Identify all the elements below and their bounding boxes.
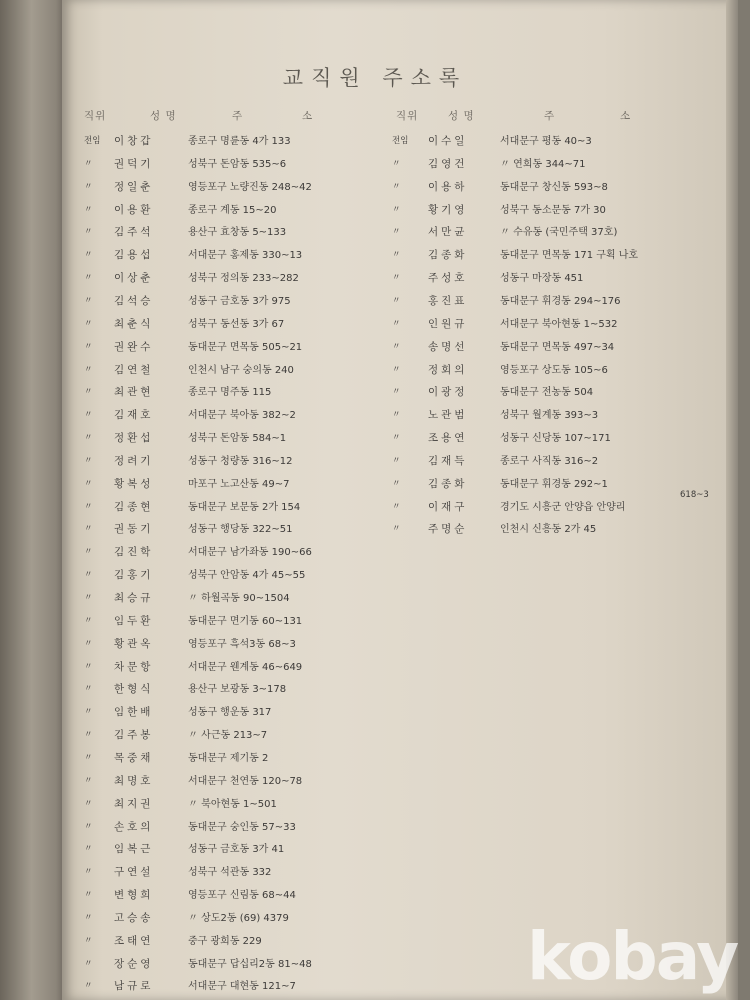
watermark-logo: kobay xyxy=(527,918,738,995)
position-cell: 〃 xyxy=(84,867,93,878)
name-cell: 고승송 xyxy=(114,911,154,924)
address-cell: 성동구 행운동 317 xyxy=(188,707,272,719)
list-item xyxy=(84,839,414,860)
name-cell: 이수일 xyxy=(428,135,468,147)
position-cell: 〃 xyxy=(84,158,93,169)
position-cell: 〃 xyxy=(392,341,401,352)
name-cell: 최관현 xyxy=(114,386,154,399)
address-cell: 영등포구 흑석3동 68~3 xyxy=(188,638,296,650)
name-cell: 주명순 xyxy=(428,523,468,536)
position-cell: 〃 xyxy=(84,615,93,626)
name-cell: 최지권 xyxy=(114,797,154,810)
address-cell: 동대문구 보문동 2가 154 xyxy=(188,501,301,513)
list-item xyxy=(392,222,722,243)
position-cell: 〃 xyxy=(392,273,401,284)
position-cell: 〃 xyxy=(392,227,401,238)
name-cell: 김연철 xyxy=(114,363,154,376)
address-cell: 성북구 석관동 332 xyxy=(188,867,272,879)
list-item xyxy=(84,862,414,883)
position-cell: 〃 xyxy=(84,547,93,558)
list-item xyxy=(84,725,414,746)
name-cell: 이용환 xyxy=(114,203,154,216)
list-item xyxy=(84,268,414,289)
name-cell: 황관옥 xyxy=(114,637,154,650)
position-cell: 〃 xyxy=(392,524,401,535)
list-item xyxy=(392,474,722,495)
list-item xyxy=(84,360,414,381)
list-item xyxy=(84,588,414,609)
name-cell: 권완수 xyxy=(114,340,154,353)
name-cell: 정환섭 xyxy=(114,432,154,445)
name-cell: 김주봉 xyxy=(114,729,154,742)
position-cell: 〃 xyxy=(392,318,401,329)
name-cell: 김진학 xyxy=(114,546,154,559)
address-cell: 동대문구 면기동 60~131 xyxy=(188,615,303,627)
position-cell: 〃 xyxy=(84,935,93,946)
list-item xyxy=(84,474,414,495)
position-cell: 〃 xyxy=(84,821,93,832)
position-cell: 〃 xyxy=(84,387,93,398)
address-cell: 용산구 효창동 5~133 xyxy=(188,227,287,239)
position-cell: 〃 xyxy=(84,524,93,535)
name-cell: 최승규 xyxy=(114,592,154,604)
address-cell: 〃 북아현동 1~501 xyxy=(188,798,277,810)
position-cell: 〃 xyxy=(392,478,401,489)
name-cell: 김석승 xyxy=(114,294,154,307)
position-cell: 〃 xyxy=(392,364,401,375)
list-item xyxy=(84,702,414,723)
list-item xyxy=(84,177,414,198)
list-item xyxy=(392,291,722,312)
position-cell: 〃 xyxy=(392,250,401,261)
address-cell: 성동구 금호동 3가 975 xyxy=(188,295,291,307)
address-cell: 동대문구 휘경동 294~176 xyxy=(500,295,621,307)
position-cell: 〃 xyxy=(392,158,401,169)
list-item xyxy=(84,337,414,358)
position-cell: 〃 xyxy=(84,981,93,992)
address-cell: 서대문구 남가좌동 190~66 xyxy=(188,547,312,559)
list-item xyxy=(84,565,414,586)
list-item xyxy=(84,954,414,975)
position-cell: 〃 xyxy=(392,295,401,306)
position-cell: 〃 xyxy=(84,730,93,741)
position-cell: 〃 xyxy=(84,227,93,238)
position-cell: 〃 xyxy=(84,501,93,512)
list-item xyxy=(84,291,414,312)
name-cell: 권덕기 xyxy=(114,157,154,170)
position-cell: 〃 xyxy=(84,433,93,444)
position-cell: 〃 xyxy=(84,570,93,581)
name-cell: 황복성 xyxy=(114,477,154,490)
list-item xyxy=(84,657,414,678)
name-cell: 한형식 xyxy=(114,683,154,696)
name-cell: 주성호 xyxy=(428,272,468,285)
list-item xyxy=(392,405,722,426)
name-cell: 황기영 xyxy=(428,203,468,216)
header-address-1: 주 xyxy=(544,110,556,122)
list-item xyxy=(84,405,414,426)
list-item xyxy=(84,908,414,929)
address-cell: 동대문구 제기동 2 xyxy=(188,752,269,764)
address-cell: 서대문구 천연동 120~78 xyxy=(188,775,303,787)
address-cell: 종로구 명륜동 4가 133 xyxy=(188,136,291,147)
name-cell: 남규로 xyxy=(114,980,154,993)
list-item xyxy=(84,245,414,266)
list-item xyxy=(84,634,414,655)
position-cell: 〃 xyxy=(84,775,93,786)
address-cell: 성북구 안암동 4가 45~55 xyxy=(188,570,306,582)
position-cell: 〃 xyxy=(84,295,93,306)
list-item xyxy=(84,817,414,838)
position-cell: 〃 xyxy=(84,890,93,901)
header-address-2: 소 xyxy=(620,110,632,122)
name-cell: 임한배 xyxy=(114,706,154,719)
list-item xyxy=(392,360,722,381)
name-cell: 이상춘 xyxy=(114,272,154,285)
name-cell: 조태연 xyxy=(114,934,154,947)
name-cell: 임두환 xyxy=(114,614,154,627)
address-cell: 서대문구 북아동 382~2 xyxy=(188,410,296,422)
name-cell: 이재구 xyxy=(428,500,468,513)
name-cell: 구연설 xyxy=(114,866,154,879)
position-cell: 〃 xyxy=(392,455,401,466)
name-cell: 송명선 xyxy=(428,340,468,353)
position-cell: 〃 xyxy=(84,250,93,261)
name-cell: 최명호 xyxy=(114,774,154,787)
list-item xyxy=(392,382,722,403)
list-item xyxy=(84,976,414,997)
name-cell: 차문항 xyxy=(114,660,154,673)
position-cell: 〃 xyxy=(84,661,93,672)
address-cell: 마포구 노고산동 49~7 xyxy=(188,478,290,490)
name-cell: 목중채 xyxy=(114,751,154,764)
address-cell: 인천시 남구 숭의동 240 xyxy=(188,364,294,376)
address-cell: 성북구 돈암동 584~1 xyxy=(188,433,287,445)
position-cell: 〃 xyxy=(392,410,401,421)
list-item xyxy=(392,337,722,358)
position-cell: 〃 xyxy=(84,341,93,352)
list-item xyxy=(84,519,414,540)
address-cell: 종로구 사직동 316~2 xyxy=(500,455,599,467)
address-cell: 성북구 동선동 3가 67 xyxy=(188,318,285,330)
position-cell: 〃 xyxy=(84,593,93,603)
list-item xyxy=(392,268,722,289)
address-cell: 종로구 명주동 115 xyxy=(188,387,272,399)
name-cell: 홍진표 xyxy=(428,294,468,307)
list-item xyxy=(84,771,414,792)
header-name: 성 명 xyxy=(150,110,177,122)
list-item xyxy=(392,154,722,175)
list-item xyxy=(392,451,722,472)
header-position: 직위 xyxy=(396,110,419,122)
address-cell: 동대문구 면목동 497~34 xyxy=(500,341,615,353)
address-cell: 중구 광희동 229 xyxy=(188,935,262,947)
list-item xyxy=(84,200,414,221)
name-cell: 김주석 xyxy=(114,226,154,239)
address-cell: 성동구 청량동 316~12 xyxy=(188,455,293,467)
position-cell: 전임 xyxy=(392,136,409,146)
name-cell: 손호의 xyxy=(114,820,154,833)
name-cell: 노관범 xyxy=(428,409,468,422)
address-cell: 성동구 행당동 322~51 xyxy=(188,524,293,536)
address-cell: 영등포구 상도동 105~6 xyxy=(500,364,608,376)
address-cell: 서대문구 대현동 121~7 xyxy=(188,981,296,993)
name-cell: 조용연 xyxy=(428,432,468,445)
list-item xyxy=(392,519,722,540)
position-cell: 〃 xyxy=(84,273,93,284)
position-cell: 〃 xyxy=(392,501,401,512)
name-cell: 정려기 xyxy=(114,454,154,467)
name-cell: 장순영 xyxy=(114,957,154,970)
name-cell: 권동기 xyxy=(114,523,154,536)
list-item xyxy=(84,497,414,518)
list-item xyxy=(392,177,722,198)
name-cell: 김영건 xyxy=(428,157,468,170)
name-cell: 임복근 xyxy=(114,843,154,856)
name-cell: 인원규 xyxy=(428,317,468,330)
position-cell: 〃 xyxy=(84,752,93,763)
name-cell: 김재호 xyxy=(114,409,154,422)
book-spine xyxy=(0,0,70,1000)
position-cell: 〃 xyxy=(84,707,93,718)
address-cell: 〃 사근동 213~7 xyxy=(188,730,268,742)
address-cell: 서대문구 북아현동 1~532 xyxy=(500,318,618,330)
address-cell: 〃 하월곡동 90~1504 xyxy=(188,593,290,604)
list-item xyxy=(84,222,414,243)
position-cell: 〃 xyxy=(84,204,93,215)
address-cell: 성동구 마장동 451 xyxy=(500,273,584,285)
position-cell: 〃 xyxy=(84,455,93,466)
name-cell: 이용하 xyxy=(428,180,468,193)
address-cell: 경기도 시흥군 안양읍 안양리 xyxy=(500,501,626,513)
list-item xyxy=(84,679,414,700)
address-cell: 〃 연희동 344~71 xyxy=(500,158,586,170)
address-cell: 서대문구 평동 40~3 xyxy=(500,136,592,147)
address-cell: 동대문구 창신동 593~8 xyxy=(500,181,608,193)
name-cell: 이광정 xyxy=(428,386,468,399)
list-item xyxy=(392,428,722,449)
name-cell: 김종화 xyxy=(428,249,468,262)
name-cell: 이창갑 xyxy=(114,135,154,147)
address-cell: 동대문구 휘경동 292~1 xyxy=(500,478,608,490)
list-item xyxy=(84,131,414,152)
position-cell: 〃 xyxy=(84,181,93,192)
address-cell: 인천시 신흥동 2가 45 xyxy=(500,524,597,536)
list-item xyxy=(392,497,722,518)
position-cell: 〃 xyxy=(84,844,93,855)
position-cell: 〃 xyxy=(84,912,93,923)
address-cell: 〃 상도2동 (69) 4379 xyxy=(188,912,289,924)
address-cell: 성동구 금호동 3가 41 xyxy=(188,844,285,856)
name-cell: 정일춘 xyxy=(114,180,154,193)
page-title: 교직원 주소록 xyxy=(282,66,468,90)
name-cell: 변형희 xyxy=(114,889,154,902)
position-cell: 〃 xyxy=(84,410,93,421)
position-cell: 〃 xyxy=(84,478,93,489)
position-cell: 〃 xyxy=(84,638,93,649)
list-item xyxy=(84,794,414,815)
address-cell: 동대문구 면목동 505~21 xyxy=(188,341,303,353)
list-item xyxy=(84,542,414,563)
position-cell: 〃 xyxy=(84,364,93,375)
name-cell: 김홍기 xyxy=(114,569,154,582)
address-footnote: 618~3 xyxy=(680,490,709,500)
list-item xyxy=(84,748,414,769)
position-cell: 〃 xyxy=(84,318,93,329)
list-item xyxy=(84,428,414,449)
list-item xyxy=(84,154,414,175)
position-cell: 〃 xyxy=(84,958,93,969)
address-cell: 동대문구 면목동 171 구획 나호 xyxy=(500,250,639,262)
position-cell: 〃 xyxy=(392,433,401,444)
position-cell: 〃 xyxy=(392,387,401,398)
list-item xyxy=(84,382,414,403)
list-item xyxy=(392,200,722,221)
address-cell: 서대문구 웬계동 46~649 xyxy=(188,661,303,673)
header-address-1: 주 xyxy=(232,110,244,122)
position-cell: 〃 xyxy=(84,798,93,809)
header-address-2: 소 xyxy=(302,110,314,122)
list-item xyxy=(84,885,414,906)
address-cell: 성북구 동소문동 7가 30 xyxy=(500,204,606,216)
address-cell: 용산구 보광동 3~178 xyxy=(188,684,287,696)
position-cell: 전임 xyxy=(84,136,101,146)
page-edge xyxy=(726,0,738,1000)
address-cell: 동대문구 답십리2동 81~48 xyxy=(188,958,312,970)
list-item xyxy=(392,245,722,266)
list-item xyxy=(84,314,414,335)
name-cell: 김용섭 xyxy=(114,249,154,262)
name-cell: 김종화 xyxy=(428,477,468,490)
address-cell: 영등포구 신림동 68~44 xyxy=(188,890,296,902)
name-cell: 최춘식 xyxy=(114,317,154,330)
list-item xyxy=(84,451,414,472)
address-cell: 영등포구 노량진동 248~42 xyxy=(188,181,312,193)
address-cell: 〃 수유동 (국민주택 37호) xyxy=(500,227,618,239)
position-cell: 〃 xyxy=(392,204,401,215)
list-item xyxy=(84,611,414,632)
address-cell: 서대문구 홍제동 330~13 xyxy=(188,250,303,262)
address-cell: 성북구 정의동 233~282 xyxy=(188,273,299,285)
list-item xyxy=(84,931,414,952)
list-item xyxy=(392,314,722,335)
address-cell: 성북구 돈암동 535~6 xyxy=(188,158,287,170)
address-cell: 성동구 신당동 107~171 xyxy=(500,433,611,445)
name-cell: 김재득 xyxy=(428,454,468,467)
header-position: 직위 xyxy=(84,110,107,122)
address-cell: 동대문구 전농동 504 xyxy=(500,387,594,399)
address-cell: 종로구 계동 15~20 xyxy=(188,204,277,216)
list-item xyxy=(392,131,722,152)
address-cell: 성북구 월계동 393~3 xyxy=(500,410,599,422)
name-cell: 정회의 xyxy=(428,363,468,376)
position-cell: 〃 xyxy=(392,181,401,192)
position-cell: 〃 xyxy=(84,684,93,695)
name-cell: 서만균 xyxy=(428,226,468,239)
address-cell: 동대문구 숭인동 57~33 xyxy=(188,821,296,833)
header-name: 성 명 xyxy=(448,110,475,122)
name-cell: 김종현 xyxy=(114,500,154,513)
